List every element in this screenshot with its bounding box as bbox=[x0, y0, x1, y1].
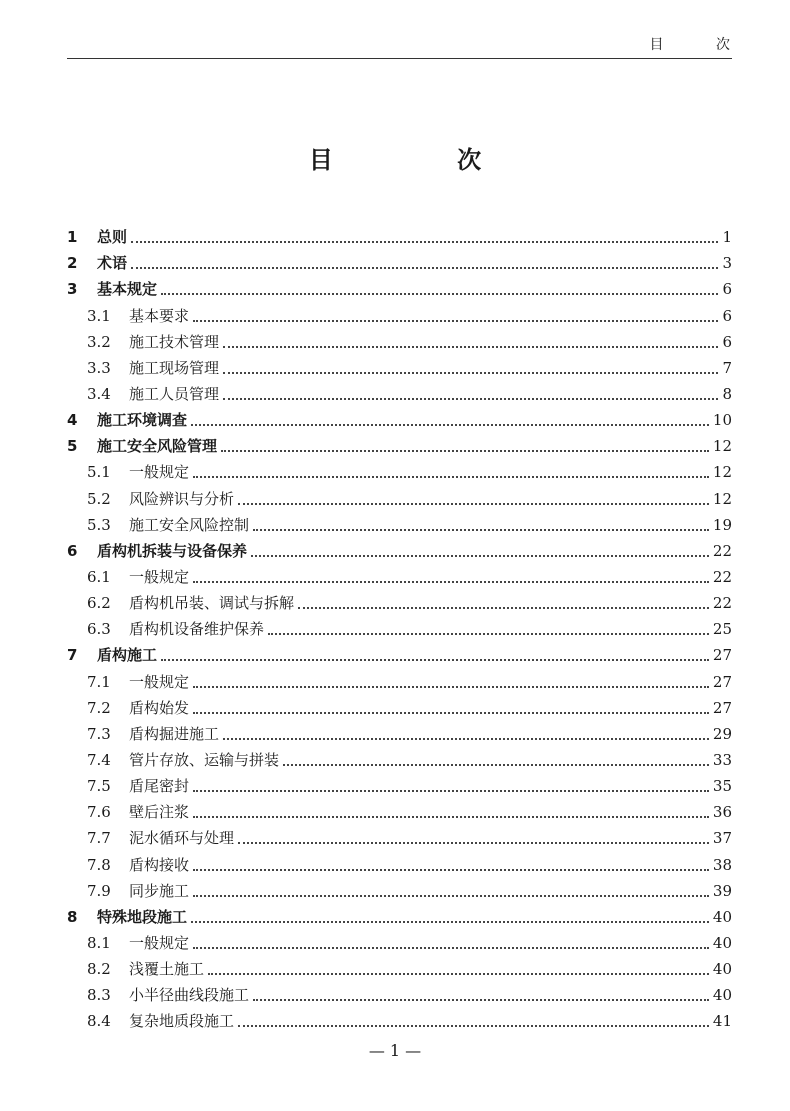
toc-entry-number: 3.4 bbox=[87, 384, 111, 403]
toc-entry-page: 12 bbox=[712, 489, 732, 508]
toc-entry-page: 41 bbox=[712, 1012, 732, 1031]
toc-entry-page: 6 bbox=[722, 306, 732, 325]
toc-entry-number: 2 bbox=[67, 254, 78, 273]
toc-dot-leader bbox=[131, 241, 718, 243]
toc-entry-page: 27 bbox=[712, 646, 732, 665]
toc-chapter-entry[interactable] bbox=[67, 642, 732, 668]
toc-entry-page: 39 bbox=[712, 881, 732, 900]
toc-entry-number: 3.2 bbox=[87, 332, 111, 351]
toc-chapter-entry[interactable] bbox=[67, 407, 732, 433]
toc-entry-page: 22 bbox=[712, 594, 732, 613]
toc-section-entry[interactable] bbox=[67, 381, 732, 407]
toc-entry-title: 盾构始发 bbox=[129, 698, 190, 717]
toc-entry-title: 复杂地质段施工 bbox=[129, 1012, 235, 1031]
toc-entry-number: 5.2 bbox=[87, 489, 111, 508]
toc-entry-number: 3.1 bbox=[87, 306, 111, 325]
toc-section-entry[interactable] bbox=[67, 668, 732, 694]
toc-entry-page: 36 bbox=[712, 803, 732, 822]
toc-entry-number: 8.3 bbox=[87, 986, 111, 1005]
toc-entry-page: 33 bbox=[712, 750, 732, 769]
toc-entry-title: 盾构掘进施工 bbox=[129, 724, 220, 743]
toc-section-entry[interactable] bbox=[67, 721, 732, 747]
toc-dot-leader bbox=[193, 686, 709, 688]
toc-dot-leader bbox=[283, 764, 709, 766]
toc-section-entry[interactable] bbox=[67, 485, 732, 511]
toc-dot-leader bbox=[193, 816, 709, 818]
toc-dot-leader bbox=[223, 372, 718, 374]
toc-entry-title: 管片存放、运输与拼装 bbox=[129, 750, 280, 769]
toc-entry-number: 8.2 bbox=[87, 960, 111, 979]
toc-chapter-entry[interactable] bbox=[67, 276, 732, 302]
toc-entry-title: 泥水循环与处理 bbox=[129, 829, 235, 848]
toc-entry-number: 5.3 bbox=[87, 515, 111, 534]
toc-entry-title: 基本要求 bbox=[129, 306, 190, 325]
toc-entry-title: 盾尾密封 bbox=[129, 777, 190, 796]
toc-entry-number: 8.1 bbox=[87, 933, 111, 952]
toc-entry-title: 施工人员管理 bbox=[129, 384, 220, 403]
toc-entry-number: 7.8 bbox=[87, 855, 111, 874]
toc-entry-number: 3.3 bbox=[87, 358, 111, 377]
toc-entry-page: 7 bbox=[722, 358, 732, 377]
toc-entry-title: 小半径曲线段施工 bbox=[129, 986, 250, 1005]
toc-entry-number: 6.3 bbox=[87, 620, 111, 639]
toc-entry-title: 一般规定 bbox=[129, 463, 190, 482]
toc-entry-title: 盾构机设备维护保养 bbox=[129, 620, 265, 639]
toc-entry-number: 7.1 bbox=[87, 672, 111, 691]
toc-section-entry[interactable] bbox=[67, 747, 732, 773]
toc-entry-title: 施工安全风险管理 bbox=[97, 437, 218, 456]
toc-entry-number: 8.4 bbox=[87, 1012, 111, 1031]
toc-dot-leader bbox=[268, 633, 709, 635]
toc-entry-page: 37 bbox=[712, 829, 732, 848]
toc-entry-number: 6.1 bbox=[87, 567, 111, 586]
toc-dot-leader bbox=[193, 320, 718, 322]
toc-section-entry[interactable] bbox=[67, 512, 732, 538]
toc-entry-number: 7.6 bbox=[87, 803, 111, 822]
toc-chapter-entry[interactable] bbox=[67, 538, 732, 564]
table-of-contents bbox=[67, 224, 732, 1034]
toc-entry-number: 6.2 bbox=[87, 594, 111, 613]
toc-section-entry[interactable] bbox=[67, 1008, 732, 1034]
toc-entry-page: 19 bbox=[712, 515, 732, 534]
toc-entry-page: 40 bbox=[712, 907, 732, 926]
toc-entry-number: 4 bbox=[67, 411, 78, 430]
toc-dot-leader bbox=[253, 529, 709, 531]
toc-entry-page: 25 bbox=[712, 620, 732, 639]
toc-entry-page: 27 bbox=[712, 672, 732, 691]
toc-entry-number: 7.2 bbox=[87, 698, 111, 717]
toc-entry-title: 盾构接收 bbox=[129, 855, 190, 874]
toc-entry-page: 40 bbox=[712, 933, 732, 952]
toc-dot-leader bbox=[193, 712, 709, 714]
header-label: 目 次 bbox=[649, 37, 754, 53]
toc-chapter-entry[interactable] bbox=[67, 904, 732, 930]
toc-section-entry[interactable] bbox=[67, 799, 732, 825]
toc-entry-number: 6 bbox=[67, 541, 78, 560]
toc-section-entry[interactable] bbox=[67, 956, 732, 982]
toc-section-entry[interactable] bbox=[67, 459, 732, 485]
toc-entry-page: 8 bbox=[722, 384, 732, 403]
toc-section-entry[interactable] bbox=[67, 773, 732, 799]
toc-section-entry[interactable] bbox=[67, 851, 732, 877]
toc-entry-page: 40 bbox=[712, 960, 732, 979]
toc-section-entry[interactable] bbox=[67, 302, 732, 328]
toc-section-entry[interactable] bbox=[67, 355, 732, 381]
toc-entry-page: 40 bbox=[712, 986, 732, 1005]
toc-section-entry[interactable] bbox=[67, 930, 732, 956]
toc-entry-page: 10 bbox=[712, 411, 732, 430]
toc-dot-leader bbox=[238, 503, 709, 505]
toc-dot-leader bbox=[193, 790, 709, 792]
toc-entry-title: 盾构机吊装、调试与拆解 bbox=[129, 594, 295, 613]
toc-section-entry[interactable] bbox=[67, 329, 732, 355]
toc-dot-leader bbox=[298, 607, 709, 609]
toc-dot-leader bbox=[221, 450, 709, 452]
toc-chapter-entry[interactable] bbox=[67, 224, 732, 250]
toc-entry-number: 8 bbox=[67, 907, 78, 926]
toc-section-entry[interactable] bbox=[67, 590, 732, 616]
toc-entry-title: 盾构机拆装与设备保养 bbox=[97, 541, 248, 560]
toc-entry-number: 5.1 bbox=[87, 463, 111, 482]
toc-dot-leader bbox=[208, 973, 709, 975]
toc-section-entry[interactable] bbox=[67, 564, 732, 590]
toc-entry-page: 29 bbox=[712, 724, 732, 743]
toc-entry-page: 1 bbox=[722, 228, 732, 247]
toc-dot-leader bbox=[193, 895, 709, 897]
toc-dot-leader bbox=[131, 267, 718, 269]
toc-section-entry[interactable] bbox=[67, 878, 732, 904]
toc-entry-number: 7.7 bbox=[87, 829, 111, 848]
toc-entry-number: 7.4 bbox=[87, 750, 111, 769]
toc-entry-page: 6 bbox=[722, 280, 732, 299]
toc-dot-leader bbox=[193, 869, 709, 871]
toc-dot-leader bbox=[191, 424, 709, 426]
toc-entry-title: 一般规定 bbox=[129, 567, 190, 586]
toc-entry-number: 7.5 bbox=[87, 777, 111, 796]
toc-entry-title: 施工环境调查 bbox=[97, 411, 188, 430]
toc-entry-page: 27 bbox=[712, 698, 732, 717]
toc-dot-leader bbox=[238, 842, 709, 844]
toc-entry-number: 7.3 bbox=[87, 724, 111, 743]
page-number: — 1 — bbox=[368, 1041, 422, 1060]
toc-entry-title: 总则 bbox=[97, 228, 128, 247]
toc-entry-title: 一般规定 bbox=[129, 672, 190, 691]
toc-entry-page: 35 bbox=[712, 777, 732, 796]
toc-entry-title: 施工技术管理 bbox=[129, 332, 220, 351]
toc-section-entry[interactable] bbox=[67, 616, 732, 642]
toc-dot-leader bbox=[223, 398, 718, 400]
toc-entry-page: 12 bbox=[712, 437, 732, 456]
toc-entry-number: 3 bbox=[67, 280, 78, 299]
toc-dot-leader bbox=[193, 947, 709, 949]
page-title: 目 次 bbox=[308, 146, 540, 174]
toc-entry-title: 特殊地段施工 bbox=[97, 907, 188, 926]
toc-dot-leader bbox=[251, 555, 709, 557]
toc-dot-leader bbox=[161, 659, 709, 661]
toc-entry-page: 6 bbox=[722, 332, 732, 351]
toc-dot-leader bbox=[161, 293, 718, 295]
toc-entry-number: 1 bbox=[67, 228, 78, 247]
toc-entry-page: 38 bbox=[712, 855, 732, 874]
toc-entry-title: 盾构施工 bbox=[97, 646, 158, 665]
toc-entry-number: 7 bbox=[67, 646, 78, 665]
toc-entry-title: 施工安全风险控制 bbox=[129, 515, 250, 534]
toc-entry-title: 同步施工 bbox=[129, 881, 190, 900]
toc-entry-title: 一般规定 bbox=[129, 933, 190, 952]
toc-section-entry[interactable] bbox=[67, 695, 732, 721]
toc-entry-title: 术语 bbox=[97, 254, 128, 273]
toc-entry-page: 22 bbox=[712, 541, 732, 560]
toc-chapter-entry[interactable] bbox=[67, 250, 732, 276]
toc-dot-leader bbox=[223, 738, 709, 740]
toc-entry-page: 12 bbox=[712, 463, 732, 482]
toc-dot-leader bbox=[191, 921, 709, 923]
toc-dot-leader bbox=[238, 1025, 709, 1027]
toc-entry-title: 施工现场管理 bbox=[129, 358, 220, 377]
toc-dot-leader bbox=[193, 581, 709, 583]
running-header bbox=[67, 30, 754, 59]
toc-dot-leader bbox=[193, 476, 709, 478]
toc-entry-title: 浅覆土施工 bbox=[129, 960, 205, 979]
toc-dot-leader bbox=[223, 346, 718, 348]
toc-chapter-entry[interactable] bbox=[67, 433, 732, 459]
toc-entry-number: 7.9 bbox=[87, 881, 111, 900]
toc-entry-title: 壁后注浆 bbox=[129, 803, 190, 822]
toc-section-entry[interactable] bbox=[67, 982, 732, 1008]
toc-entry-title: 基本规定 bbox=[97, 280, 158, 299]
toc-dot-leader bbox=[253, 999, 709, 1001]
toc-entry-page: 22 bbox=[712, 567, 732, 586]
toc-entry-title: 风险辨识与分析 bbox=[129, 489, 235, 508]
toc-entry-page: 3 bbox=[722, 254, 732, 273]
toc-section-entry[interactable] bbox=[67, 825, 732, 851]
toc-entry-number: 5 bbox=[67, 437, 78, 456]
